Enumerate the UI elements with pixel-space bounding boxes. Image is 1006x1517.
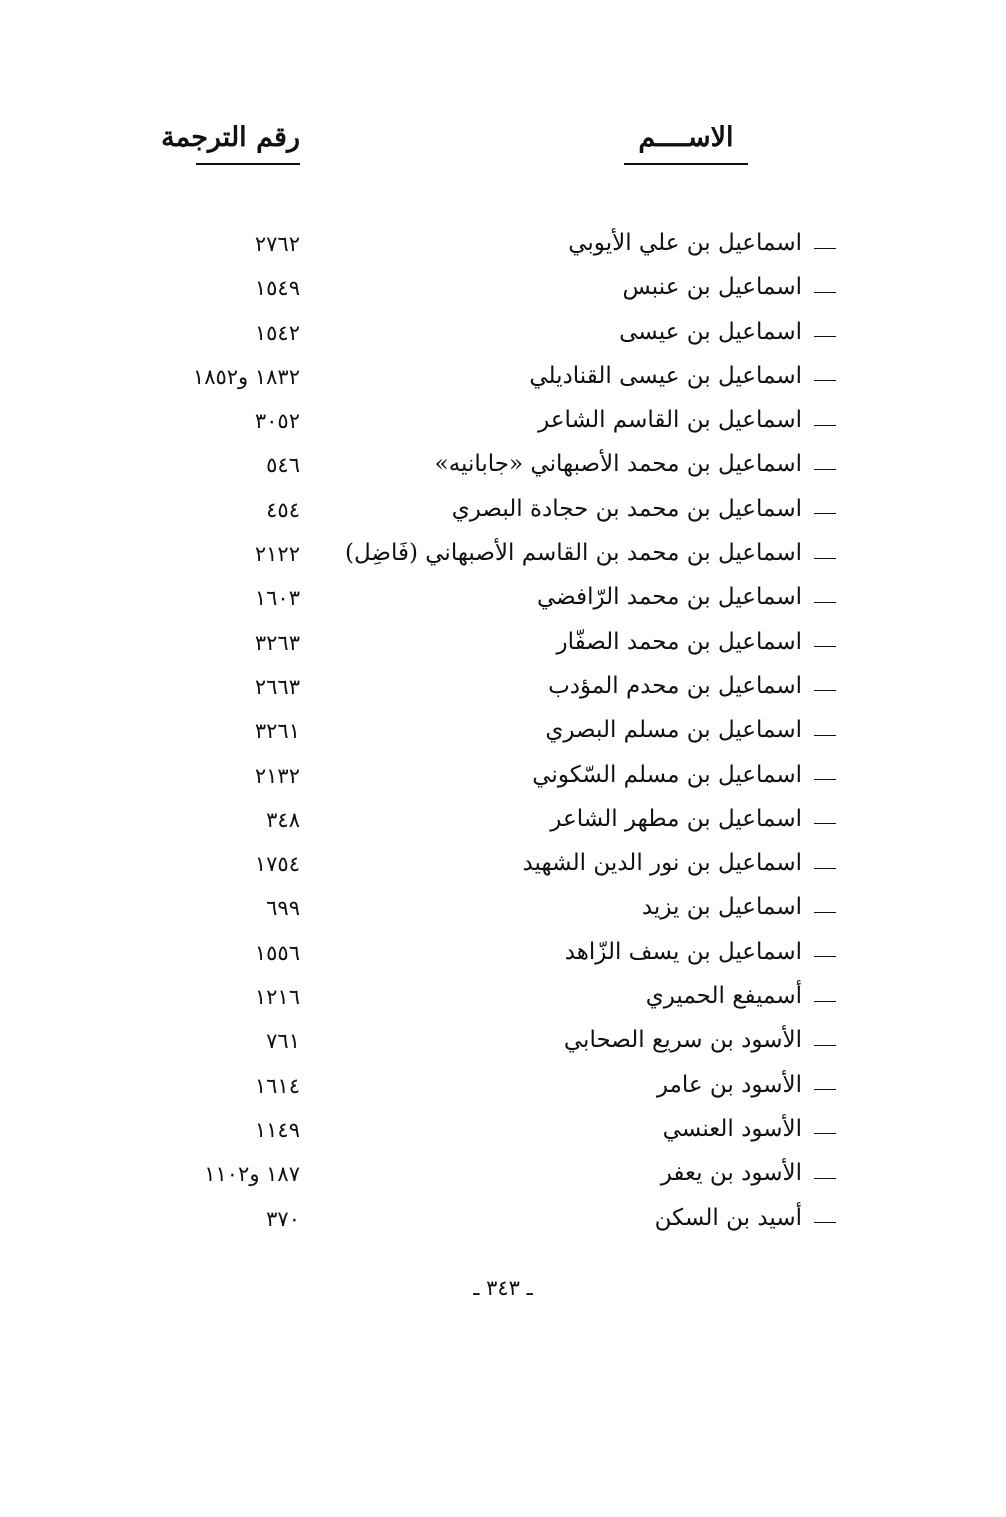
entry-number: ٣٢٦١ [254,719,300,744]
entry-name: اسماعيل بن محمد بن حجادة البصري [451,495,802,522]
dash-mark [814,1133,836,1134]
dash-mark [814,956,836,957]
entry-number: ١٥٤٩ [254,276,300,301]
entry-number: ١٨٣٢ و١٨٥٢ [192,364,300,389]
page-number: ـ ٣٤٣ ـ [473,1276,533,1300]
entry-number: ٢١٢٢ [254,542,300,567]
dash-mark [814,735,836,736]
dash-mark [814,1001,836,1002]
index-entry [0,1070,1006,1114]
entry-name: اسماعيل بن مطهر الشاعر [550,805,802,832]
entry-name: أسيد بن السكن [654,1204,802,1231]
number-column-header: رقم الترجمة [196,122,300,165]
index-entry [0,405,1006,449]
index-entry [0,671,1006,715]
entry-name-wrap [568,230,836,256]
dash-mark [814,558,836,559]
entry-name-wrap [556,629,836,655]
entry-name-wrap [657,1072,836,1098]
entry-number: ٣٤٨ [266,807,300,832]
entry-name-wrap [622,274,836,300]
entry-number: ١٧٥٤ [254,852,300,877]
entry-name: اسماعيل بن عنبس [622,274,802,301]
dash-mark [814,469,836,470]
entry-name: اسماعيل بن محدم المؤدب [548,672,802,699]
entry-name: الأسود العنسي [662,1115,802,1142]
entry-name-wrap [646,983,836,1009]
index-entry [0,272,1006,316]
dash-mark [814,1222,836,1223]
index-entry [0,760,1006,804]
entry-name: اسماعيل بن مسلم البصري [545,717,802,744]
index-entry [0,228,1006,272]
dash-mark [814,380,836,381]
index-entry [0,715,1006,759]
index-entry [0,449,1006,493]
entry-name: اسماعيل بن عيسى [619,318,802,345]
entry-name-wrap [550,806,836,832]
index-entry [0,1114,1006,1158]
entry-name-wrap [663,1116,836,1142]
entry-name-wrap [655,1205,836,1231]
entry-number: ٢١٣٢ [254,763,300,788]
entry-name: اسماعيل بن القاسم الشاعر [538,407,802,434]
dash-mark [814,248,836,249]
entry-name-wrap [565,939,836,965]
index-entry [0,538,1006,582]
index-entry [0,937,1006,981]
entry-name-wrap [619,319,836,345]
entry-name-wrap [452,496,836,522]
index-entry [0,494,1006,538]
entry-number: ١١٤٩ [254,1117,300,1142]
index-entry [0,1203,1006,1247]
index-entry [0,848,1006,892]
name-column-header: الاســــم [624,122,748,165]
entry-name: اسماعيل بن يسف الزّاهد [564,938,802,965]
index-entry [0,981,1006,1025]
entry-number: ١٦١٤ [254,1073,300,1098]
index-entry [0,627,1006,671]
dash-mark [814,513,836,514]
entry-name: أسميفع الحميري [645,983,802,1010]
index-entry [0,1025,1006,1069]
entry-name-wrap [564,1027,836,1053]
entry-number: ٢٧٦٢ [254,232,300,256]
entry-number: ٣٠٥٢ [254,409,300,434]
index-entry [0,317,1006,361]
entry-number: ١٥٥٦ [254,940,300,965]
entry-number: ٥٤٦ [266,453,300,478]
dash-mark [814,425,836,426]
entry-name: اسماعيل بن محمد الصفّار [556,628,802,655]
entry-name-wrap [538,407,836,433]
entry-number: ٧٦١ [266,1029,300,1054]
entry-number: ٦٩٩ [266,896,300,921]
entry-name-wrap [529,363,836,389]
entry-name: اسماعيل بن محمد الأصبهاني «جابانيه» [434,451,802,478]
index-entry [0,892,1006,936]
entry-name: الأسود بن سريع الصحابي [563,1027,802,1054]
entry-name: الأسود بن عامر [656,1071,802,1098]
entry-number: ١٨٧ و١١٠٢ [204,1162,300,1187]
entry-number: ٣٢٦٣ [254,630,300,655]
entry-name: اسماعيل بن يزيد [641,894,802,921]
entry-name-wrap [532,762,836,788]
entry-name: اسماعيل بن محمد الرّافضي [536,584,802,611]
entry-name-wrap [537,584,836,610]
dash-mark [814,292,836,293]
dash-mark [814,823,836,824]
entry-name-wrap [548,673,836,699]
dash-mark [814,646,836,647]
entry-name-wrap [522,850,836,876]
dash-mark [814,1178,836,1179]
entry-number: ٣٧٠ [266,1206,300,1231]
entry-number: ١٦٠٣ [254,586,300,611]
index-entries-list [0,228,1006,1247]
entry-name: الأسود بن يعفر [660,1160,802,1187]
entry-name: اسماعيل بن علي الأيوبي [568,230,802,256]
entry-name-wrap [545,717,836,743]
index-entry [0,1158,1006,1202]
entry-number: ١٥٤٢ [254,320,300,345]
entry-number: ٤٥٤ [266,497,300,522]
entry-name: اسماعيل بن محمد بن القاسم الأصبهاني (فَاضِل) [345,540,802,567]
entry-number: ١٢١٦ [254,985,300,1010]
index-entry [0,361,1006,405]
dash-mark [814,1045,836,1046]
entry-name-wrap [345,540,836,566]
entry-name-wrap [661,1160,836,1186]
entry-name-wrap [435,451,836,477]
dash-mark [814,336,836,337]
dash-mark [814,690,836,691]
dash-mark [814,602,836,603]
entry-name: اسماعيل بن نور الدين الشهيد [522,850,802,877]
dash-mark [814,912,836,913]
entry-name: اسماعيل بن عيسى القناديلي [529,362,802,389]
entry-number: ٢٦٦٣ [254,674,300,699]
index-entry [0,582,1006,626]
entry-name-wrap [642,894,836,920]
dash-mark [814,1089,836,1090]
index-entry [0,804,1006,848]
dash-mark [814,868,836,869]
entry-name: اسماعيل بن مسلم السّكوني [532,761,802,788]
dash-mark [814,779,836,780]
